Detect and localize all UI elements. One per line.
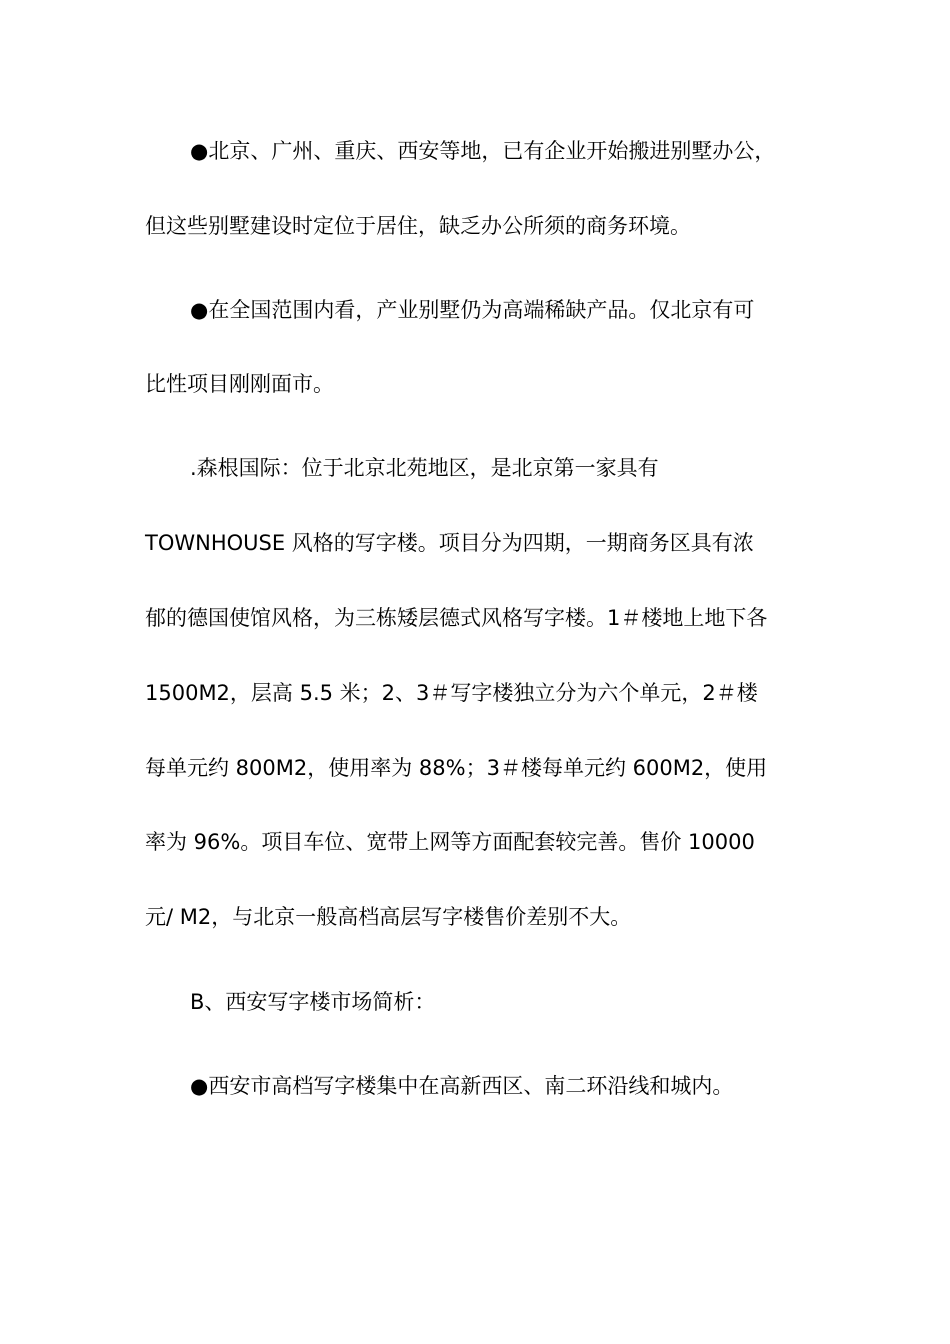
paragraph-line-7: 郁的德国使馆风格，为三栋矮层德式风格写字楼。1＃楼地上地下各 [145, 606, 768, 630]
paragraph-line-4: 比性项目刚刚面市。 [145, 372, 334, 396]
paragraph-line-9: 每单元约 800M2，使用率为 88%；3＃楼每单元约 600M2，使用 [145, 756, 768, 780]
paragraph-line-1: ●北京、广州、重庆、西安等地，已有企业开始搬进别墅办公， [190, 139, 776, 163]
paragraph-line-8: 1500M2，层高 5.5 米；2、3＃写字楼独立分为六个单元，2＃楼 [145, 681, 758, 705]
paragraph-line-11: 元/ M2，与北京一般高档高层写字楼售价差别不大。 [145, 905, 632, 929]
paragraph-line-5: .森根国际：位于北京北苑地区，是北京第一家具有 [190, 456, 659, 480]
paragraph-line-3: ●在全国范围内看，产业别墅仍为高端稀缺产品。仅北京有可 [190, 298, 755, 322]
section-heading-line: B、西安写字楼市场简析： [190, 990, 436, 1014]
paragraph-line-2: 但这些别墅建设时定位于居住，缺乏办公所须的商务环境。 [145, 214, 691, 238]
paragraph-line-13: ●西安市高档写字楼集中在高新西区、南二环沿线和城内。 [190, 1074, 734, 1098]
paragraph-line-6: TOWNHOUSE 风格的写字楼。项目分为四期，一期商务区具有浓 [145, 531, 754, 555]
paragraph-line-10: 率为 96%。项目车位、宽带上网等方面配套较完善。售价 10000 [145, 830, 755, 854]
